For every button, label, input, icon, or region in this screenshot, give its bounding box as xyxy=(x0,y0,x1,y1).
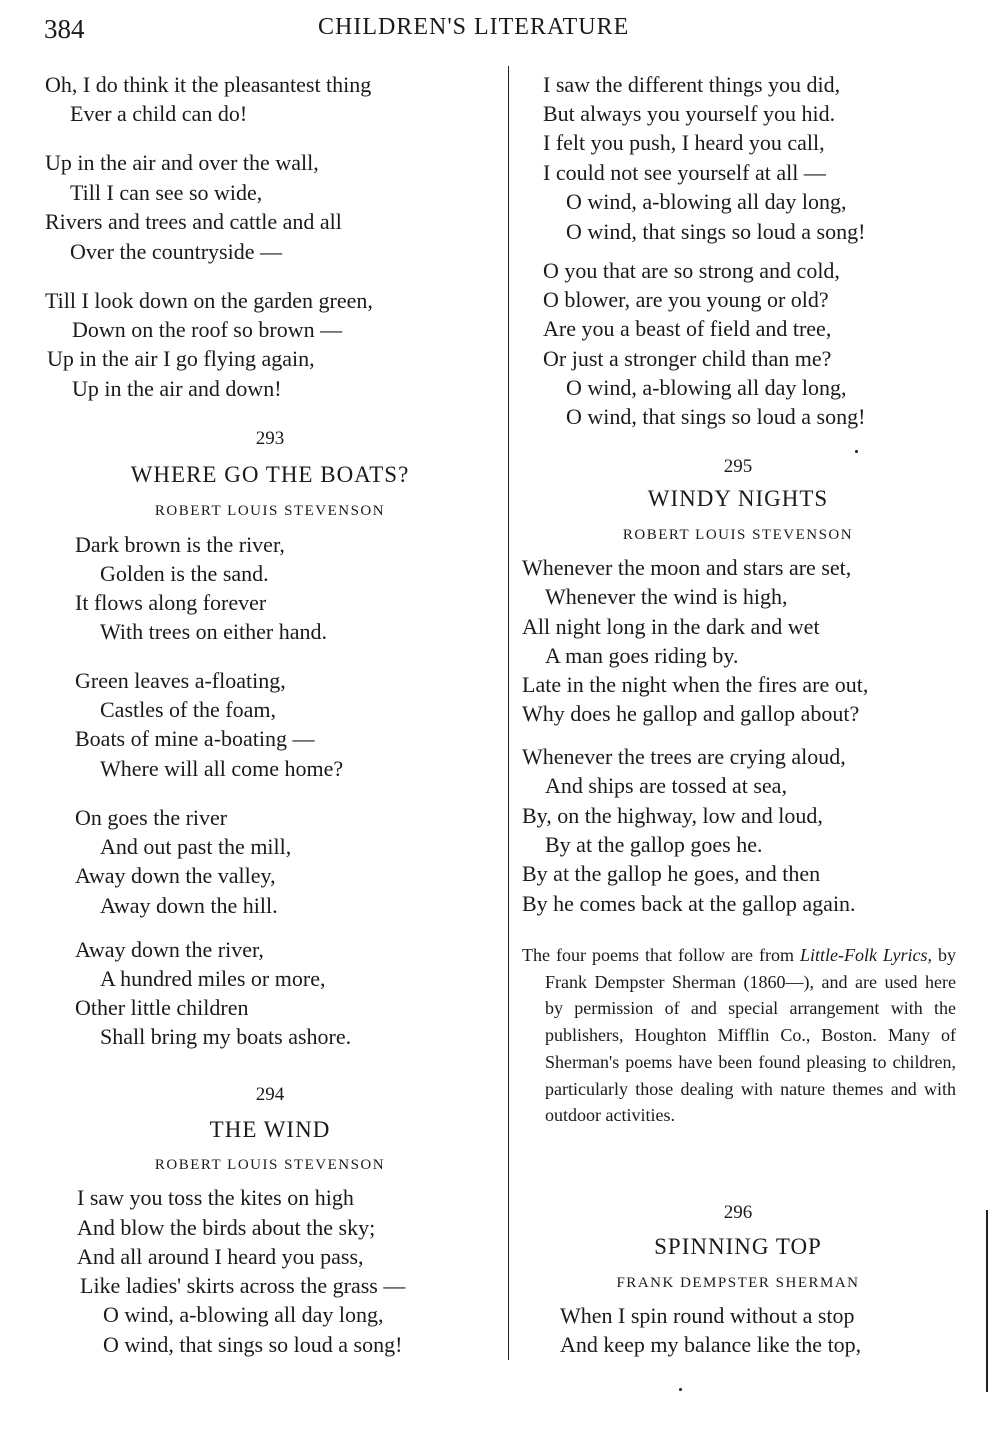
poem-line: O you that are so strong and cold, xyxy=(543,258,840,283)
poem-line: Down on the roof so brown — xyxy=(72,317,343,342)
poem-line: It flows along forever xyxy=(75,590,267,615)
poem-line: By at the gallop goes he. xyxy=(545,832,763,857)
print-speck xyxy=(679,1388,682,1391)
poem-line: O wind, that sings so loud a song! xyxy=(103,1332,403,1357)
note-book-title: Little-Folk Lyrics, xyxy=(800,945,932,965)
poem-number: 293 xyxy=(255,428,285,449)
poem-line: And blow the birds about the sky; xyxy=(77,1215,376,1240)
note-text-start: The four poems that follow are from xyxy=(522,945,801,965)
poem-number: 296 xyxy=(723,1202,753,1223)
poem-line: All night long in the dark and wet xyxy=(522,614,820,639)
poem-line: By at the gallop he goes, and then xyxy=(522,861,821,886)
poem-author: ROBERT LOUIS STEVENSON xyxy=(154,503,386,519)
poem-line: And all around I heard you pass, xyxy=(77,1244,364,1269)
poem-line: I saw the different things you did, xyxy=(543,72,841,97)
note-text-rest: by Frank Dempster Sherman (1860—), and are used here by permission of and special arrangement with the publishers, Houghton Mifflin Co., Boston. Many of Sherman's poems have been found pleasing to children, particularly those dealing with nature themes and with outdoor activities. xyxy=(545,945,956,1126)
editorial-note xyxy=(522,942,956,1129)
poem-line: I saw you toss the kites on high xyxy=(77,1185,354,1210)
print-speck xyxy=(855,450,858,453)
poem-line: Like ladies' skirts across the grass — xyxy=(80,1273,406,1298)
poem-line: Whenever the trees are crying aloud, xyxy=(522,744,846,769)
poem-number: 295 xyxy=(723,456,753,477)
poem-line: Whenever the wind is high, xyxy=(545,584,788,609)
poem-number: 294 xyxy=(255,1084,285,1105)
poem-line: O wind, that sings so loud a song! xyxy=(566,404,866,429)
poem-line: Shall bring my boats ashore. xyxy=(100,1024,352,1049)
poem-line: O wind, a-blowing all day long, xyxy=(566,375,847,400)
poem-line: Golden is the sand. xyxy=(100,561,269,586)
poem-line: Up in the air and down! xyxy=(72,376,282,401)
poem-author: ROBERT LOUIS STEVENSON xyxy=(622,527,854,543)
poem-line: And out past the mill, xyxy=(100,834,292,859)
poem-line: O wind, a-blowing all day long, xyxy=(566,189,847,214)
poem-line: Whenever the moon and stars are set, xyxy=(522,555,852,580)
poem-line: Dark brown is the river, xyxy=(75,532,285,557)
poem-line: A hundred miles or more, xyxy=(100,966,326,991)
poem-line: But always you yourself you hid. xyxy=(543,101,836,126)
poem-line: Where will all come home? xyxy=(100,756,344,781)
poem-line: Away down the valley, xyxy=(75,863,276,888)
poem-line: A man goes riding by. xyxy=(545,643,739,668)
poem-line: Boats of mine a-boating — xyxy=(75,726,315,751)
page-edge-mark xyxy=(986,1210,988,1392)
poem-line: Rivers and trees and cattle and all xyxy=(45,209,342,234)
poem-line: With trees on either hand. xyxy=(100,619,327,644)
poem-line: Castles of the foam, xyxy=(100,697,276,722)
poem-line: Till I look down on the garden green, xyxy=(45,288,373,313)
poem-line: Up in the air and over the wall, xyxy=(45,150,319,175)
poem-line: On goes the river xyxy=(75,805,228,830)
poem-line: I felt you push, I heard you call, xyxy=(543,130,825,155)
poem-line: Are you a beast of field and tree, xyxy=(543,316,832,341)
poem-line: Over the countryside — xyxy=(70,239,282,264)
poem-line: Green leaves a-floating, xyxy=(75,668,286,693)
poem-title: SPINNING TOP xyxy=(654,1234,822,1259)
poem-title: THE WIND xyxy=(209,1117,331,1142)
poem-line: Up in the air I go flying again, xyxy=(47,346,315,371)
poem-line: By he comes back at the gallop again. xyxy=(522,891,856,916)
poem-line: O wind, a-blowing all day long, xyxy=(103,1302,384,1327)
poem-line: I could not see yourself at all — xyxy=(543,160,826,185)
poem-line: Why does he gallop and gallop about? xyxy=(522,701,860,726)
poem-line: And keep my balance like the top, xyxy=(560,1332,862,1357)
page-number: 384 xyxy=(44,14,85,44)
poem-line: When I spin round without a stop xyxy=(560,1303,855,1328)
running-title: CHILDREN'S LITERATURE xyxy=(318,14,630,40)
poem-title: WINDY NIGHTS xyxy=(647,486,829,511)
poem-line: Late in the night when the fires are out, xyxy=(522,672,869,697)
poem-line: Till I can see so wide, xyxy=(70,180,263,205)
poem-line: O wind, that sings so loud a song! xyxy=(566,219,866,244)
poem-line: Other little children xyxy=(75,995,249,1020)
poem-line: O blower, are you young or old? xyxy=(543,287,829,312)
poem-line: Or just a stronger child than me? xyxy=(543,346,832,371)
poem-line: Away down the hill. xyxy=(100,893,278,918)
poem-title: WHERE GO THE BOATS? xyxy=(130,462,410,487)
poem-author: FRANK DEMPSTER SHERMAN xyxy=(616,1275,860,1291)
poem-author: ROBERT LOUIS STEVENSON xyxy=(154,1157,386,1173)
poem-line: Away down the river, xyxy=(75,937,264,962)
poem-line: By, on the highway, low and loud, xyxy=(522,803,823,828)
poem-line: Ever a child can do! xyxy=(70,101,248,126)
poem-line: And ships are tossed at sea, xyxy=(545,773,787,798)
poem-line: Oh, I do think it the pleasantest thing xyxy=(45,72,372,97)
